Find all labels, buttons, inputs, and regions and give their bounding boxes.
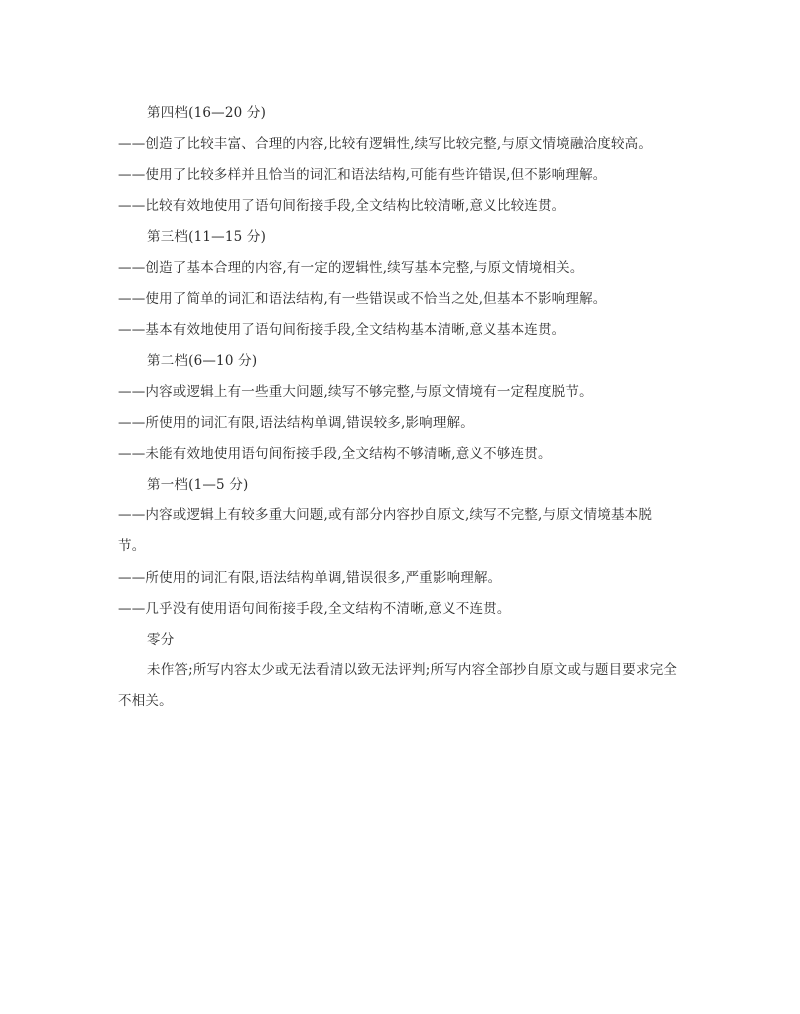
criterion-item-wrapped: [118, 500, 678, 562]
section-heading: 第四档(16—20 分): [147, 105, 267, 121]
criterion-item: ——创造了基本合理的内容,有一定的逻辑性,续写基本完整,与原文情境相关。: [118, 260, 584, 276]
criterion-item: ——几乎没有使用语句间衔接手段,全文结构不清晰,意义不连贯。: [118, 601, 511, 617]
zero-score-heading: 零分: [147, 632, 175, 648]
criterion-item: ——未能有效地使用语句间衔接手段,全文结构不够清晰,意义不够连贯。: [118, 446, 552, 462]
criterion-text: ——内容或逻辑上有较多重大问题,或有部分内容抄自原文,续写不完整,与原文情境基本脱节。: [118, 507, 653, 554]
criterion-item: ——比较有效地使用了语句间衔接手段,全文结构比较清晰,意义比较连贯。: [118, 198, 566, 214]
criterion-item: ——内容或逻辑上有一些重大问题,续写不够完整,与原文情境有一定程度脱节。: [118, 384, 593, 400]
criterion-item: ——使用了简单的词汇和语法结构,有一些错误或不恰当之处,但基本不影响理解。: [118, 291, 607, 307]
section-heading: 第二档(6—10 分): [147, 353, 258, 369]
zero-score-description: 未作答;所写内容太少或无法看清以致无法评判;所写内容全部抄自原文或与题目要求完全不相关。: [118, 662, 678, 709]
criterion-item: ——所使用的词汇有限,语法结构单调,错误很多,严重影响理解。: [118, 570, 502, 586]
criterion-item: ——创造了比较丰富、合理的内容,比较有逻辑性,续写比较完整,与原文情境融洽度较高。: [118, 136, 653, 152]
section-heading: 第三档(11—15 分): [147, 229, 267, 245]
section-heading: 第一档(1—5 分): [147, 477, 249, 493]
criterion-item: ——基本有效地使用了语句间衔接手段,全文结构基本清晰,意义基本连贯。: [118, 322, 566, 338]
criterion-item: ——使用了比较多样并且恰当的词汇和语法结构,可能有些许错误,但不影响理解。: [118, 167, 607, 183]
criterion-item: ——所使用的词汇有限,语法结构单调,错误较多,影响理解。: [118, 415, 474, 431]
